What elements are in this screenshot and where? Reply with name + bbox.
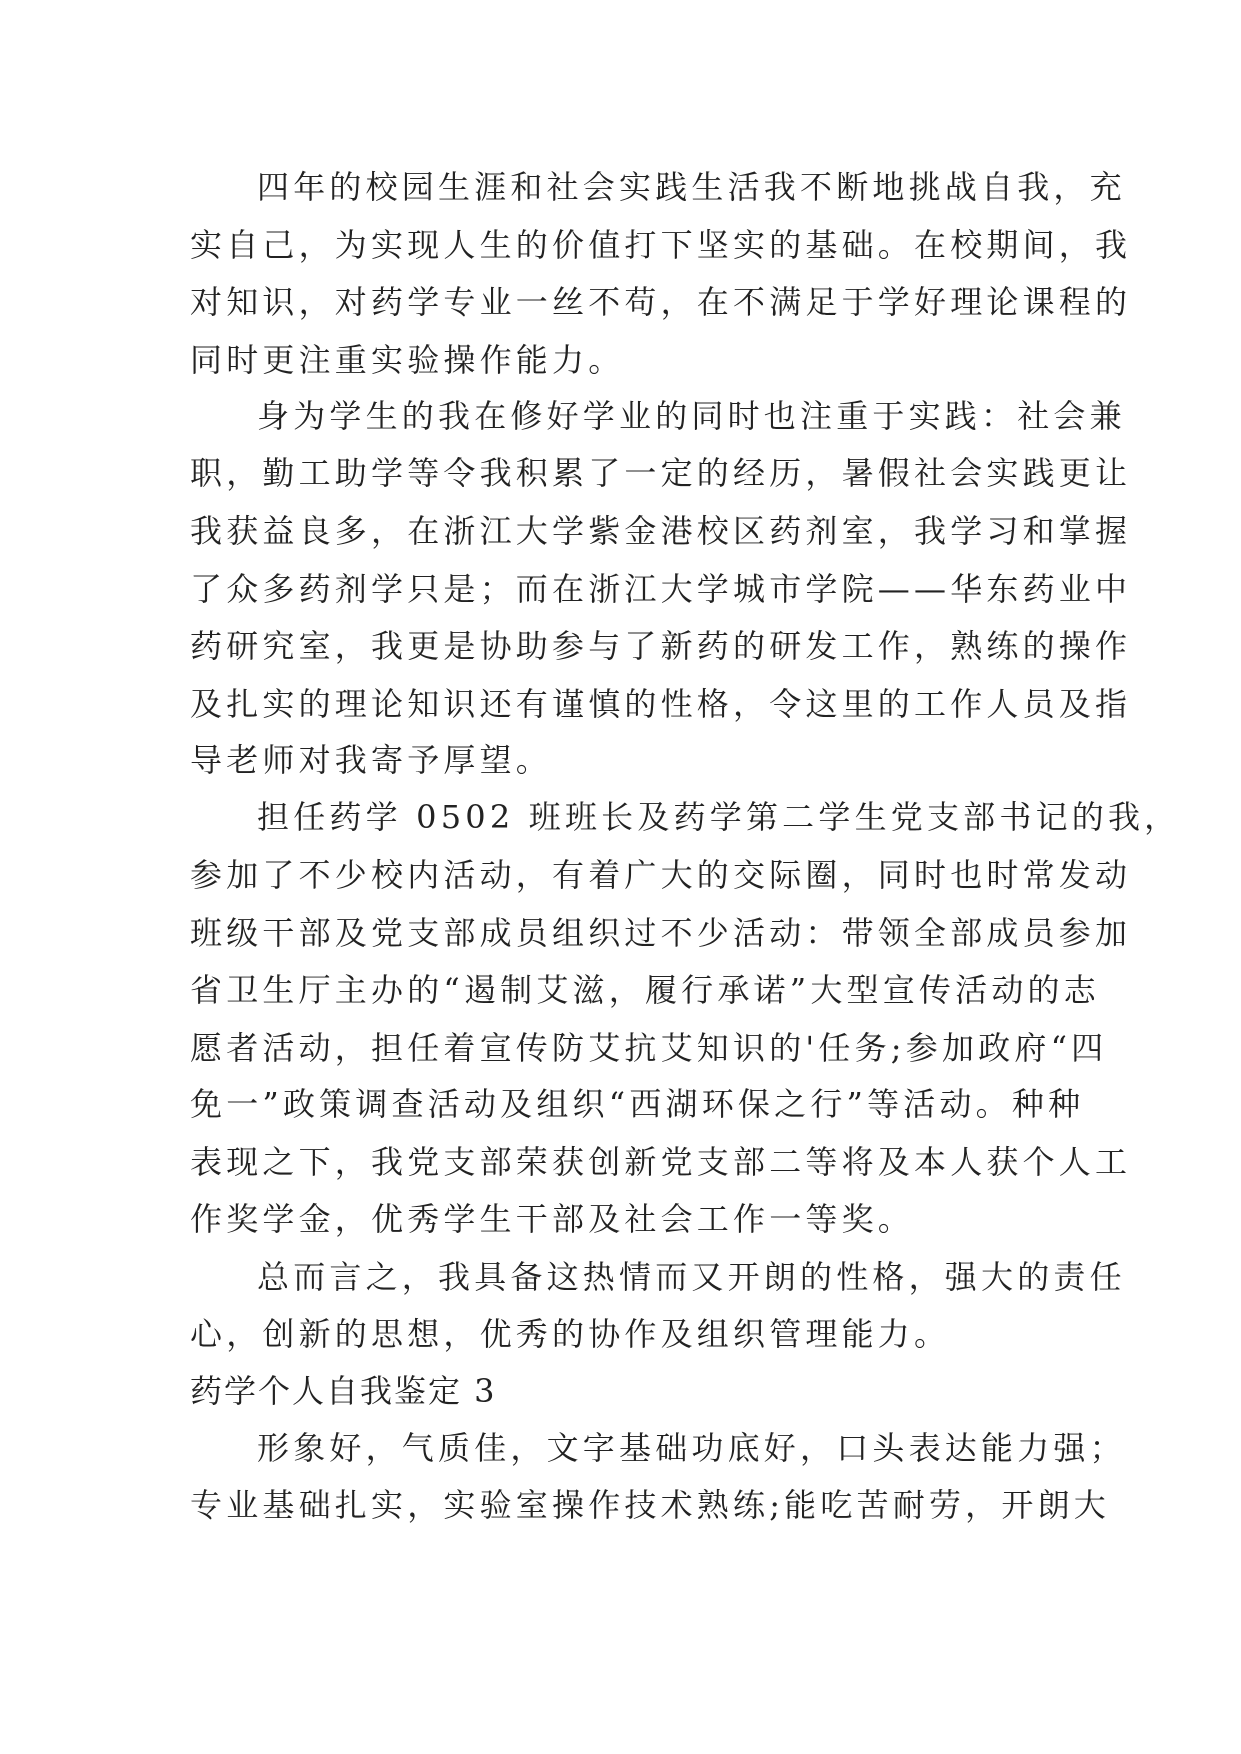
paragraph-line: 愿者活动，担任着宣传防艾抗艾知识的'任务;参加政府“四 bbox=[190, 1029, 1108, 1067]
section-heading: 药学个人自我鉴定 3 bbox=[190, 1372, 497, 1410]
paragraph-line: 实自己，为实现人生的价值打下坚实的基础。在校期间，我 bbox=[190, 226, 1132, 264]
paragraph-line: 总而言之，我具备这热情而又开朗的性格，强大的责任 bbox=[257, 1258, 1126, 1296]
paragraph-line: 了众多药剂学只是；而在浙江大学城市学院——华东药业中 bbox=[190, 570, 1132, 608]
paragraph-line: 形象好，气质佳，文字基础功底好，口头表达能力强； bbox=[257, 1429, 1126, 1467]
paragraph-line: 省卫生厅主办的“遏制艾滋，履行承诺”大型宣传活动的志 bbox=[190, 971, 1100, 1009]
paragraph-line: 职，勤工助学等令我积累了一定的经历，暑假社会实践更让 bbox=[190, 454, 1132, 492]
paragraph-line: 我获益良多，在浙江大学紫金港校区药剂室，我学习和掌握 bbox=[190, 512, 1132, 550]
paragraph-line: 作奖学金，优秀学生干部及社会工作一等奖。 bbox=[190, 1200, 915, 1238]
paragraph-line: 四年的校园生涯和社会实践生活我不断地挑战自我，充 bbox=[257, 168, 1126, 206]
paragraph-line: 心，创新的思想，优秀的协作及组织管理能力。 bbox=[190, 1315, 951, 1353]
paragraph-line: 班级干部及党支部成员组织过不少活动：带领全部成员参加 bbox=[190, 914, 1132, 952]
paragraph-line: 表现之下，我党支部荣获创新党支部二等将及本人获个人工 bbox=[190, 1143, 1132, 1181]
paragraph-line: 免一”政策调查活动及组织“西湖环保之行”等活动。种种 bbox=[190, 1085, 1085, 1123]
paragraph-line: 身为学生的我在修好学业的同时也注重于实践：社会兼 bbox=[257, 397, 1126, 435]
paragraph-line: 参加了不少校内活动，有着广大的交际圈，同时也时常发动 bbox=[190, 856, 1132, 894]
paragraph-line: 药研究室，我更是协助参与了新药的研发工作，熟练的操作 bbox=[190, 627, 1132, 665]
paragraph-line: 及扎实的理论知识还有谨慎的性格，令这里的工作人员及指 bbox=[190, 685, 1132, 723]
paragraph-line: 对知识，对药学专业一丝不苟，在不满足于学好理论课程的 bbox=[190, 283, 1132, 321]
paragraph-line: 同时更注重实验操作能力。 bbox=[190, 341, 625, 379]
paragraph-line: 导老师对我寄予厚望。 bbox=[190, 741, 553, 779]
paragraph-line: 担任药学 0502 班班长及药学第二学生党支部书记的我， bbox=[257, 798, 1181, 836]
paragraph-line: 专业基础扎实，实验室操作技术熟练;能吃苦耐劳，开朗大 bbox=[190, 1486, 1110, 1524]
